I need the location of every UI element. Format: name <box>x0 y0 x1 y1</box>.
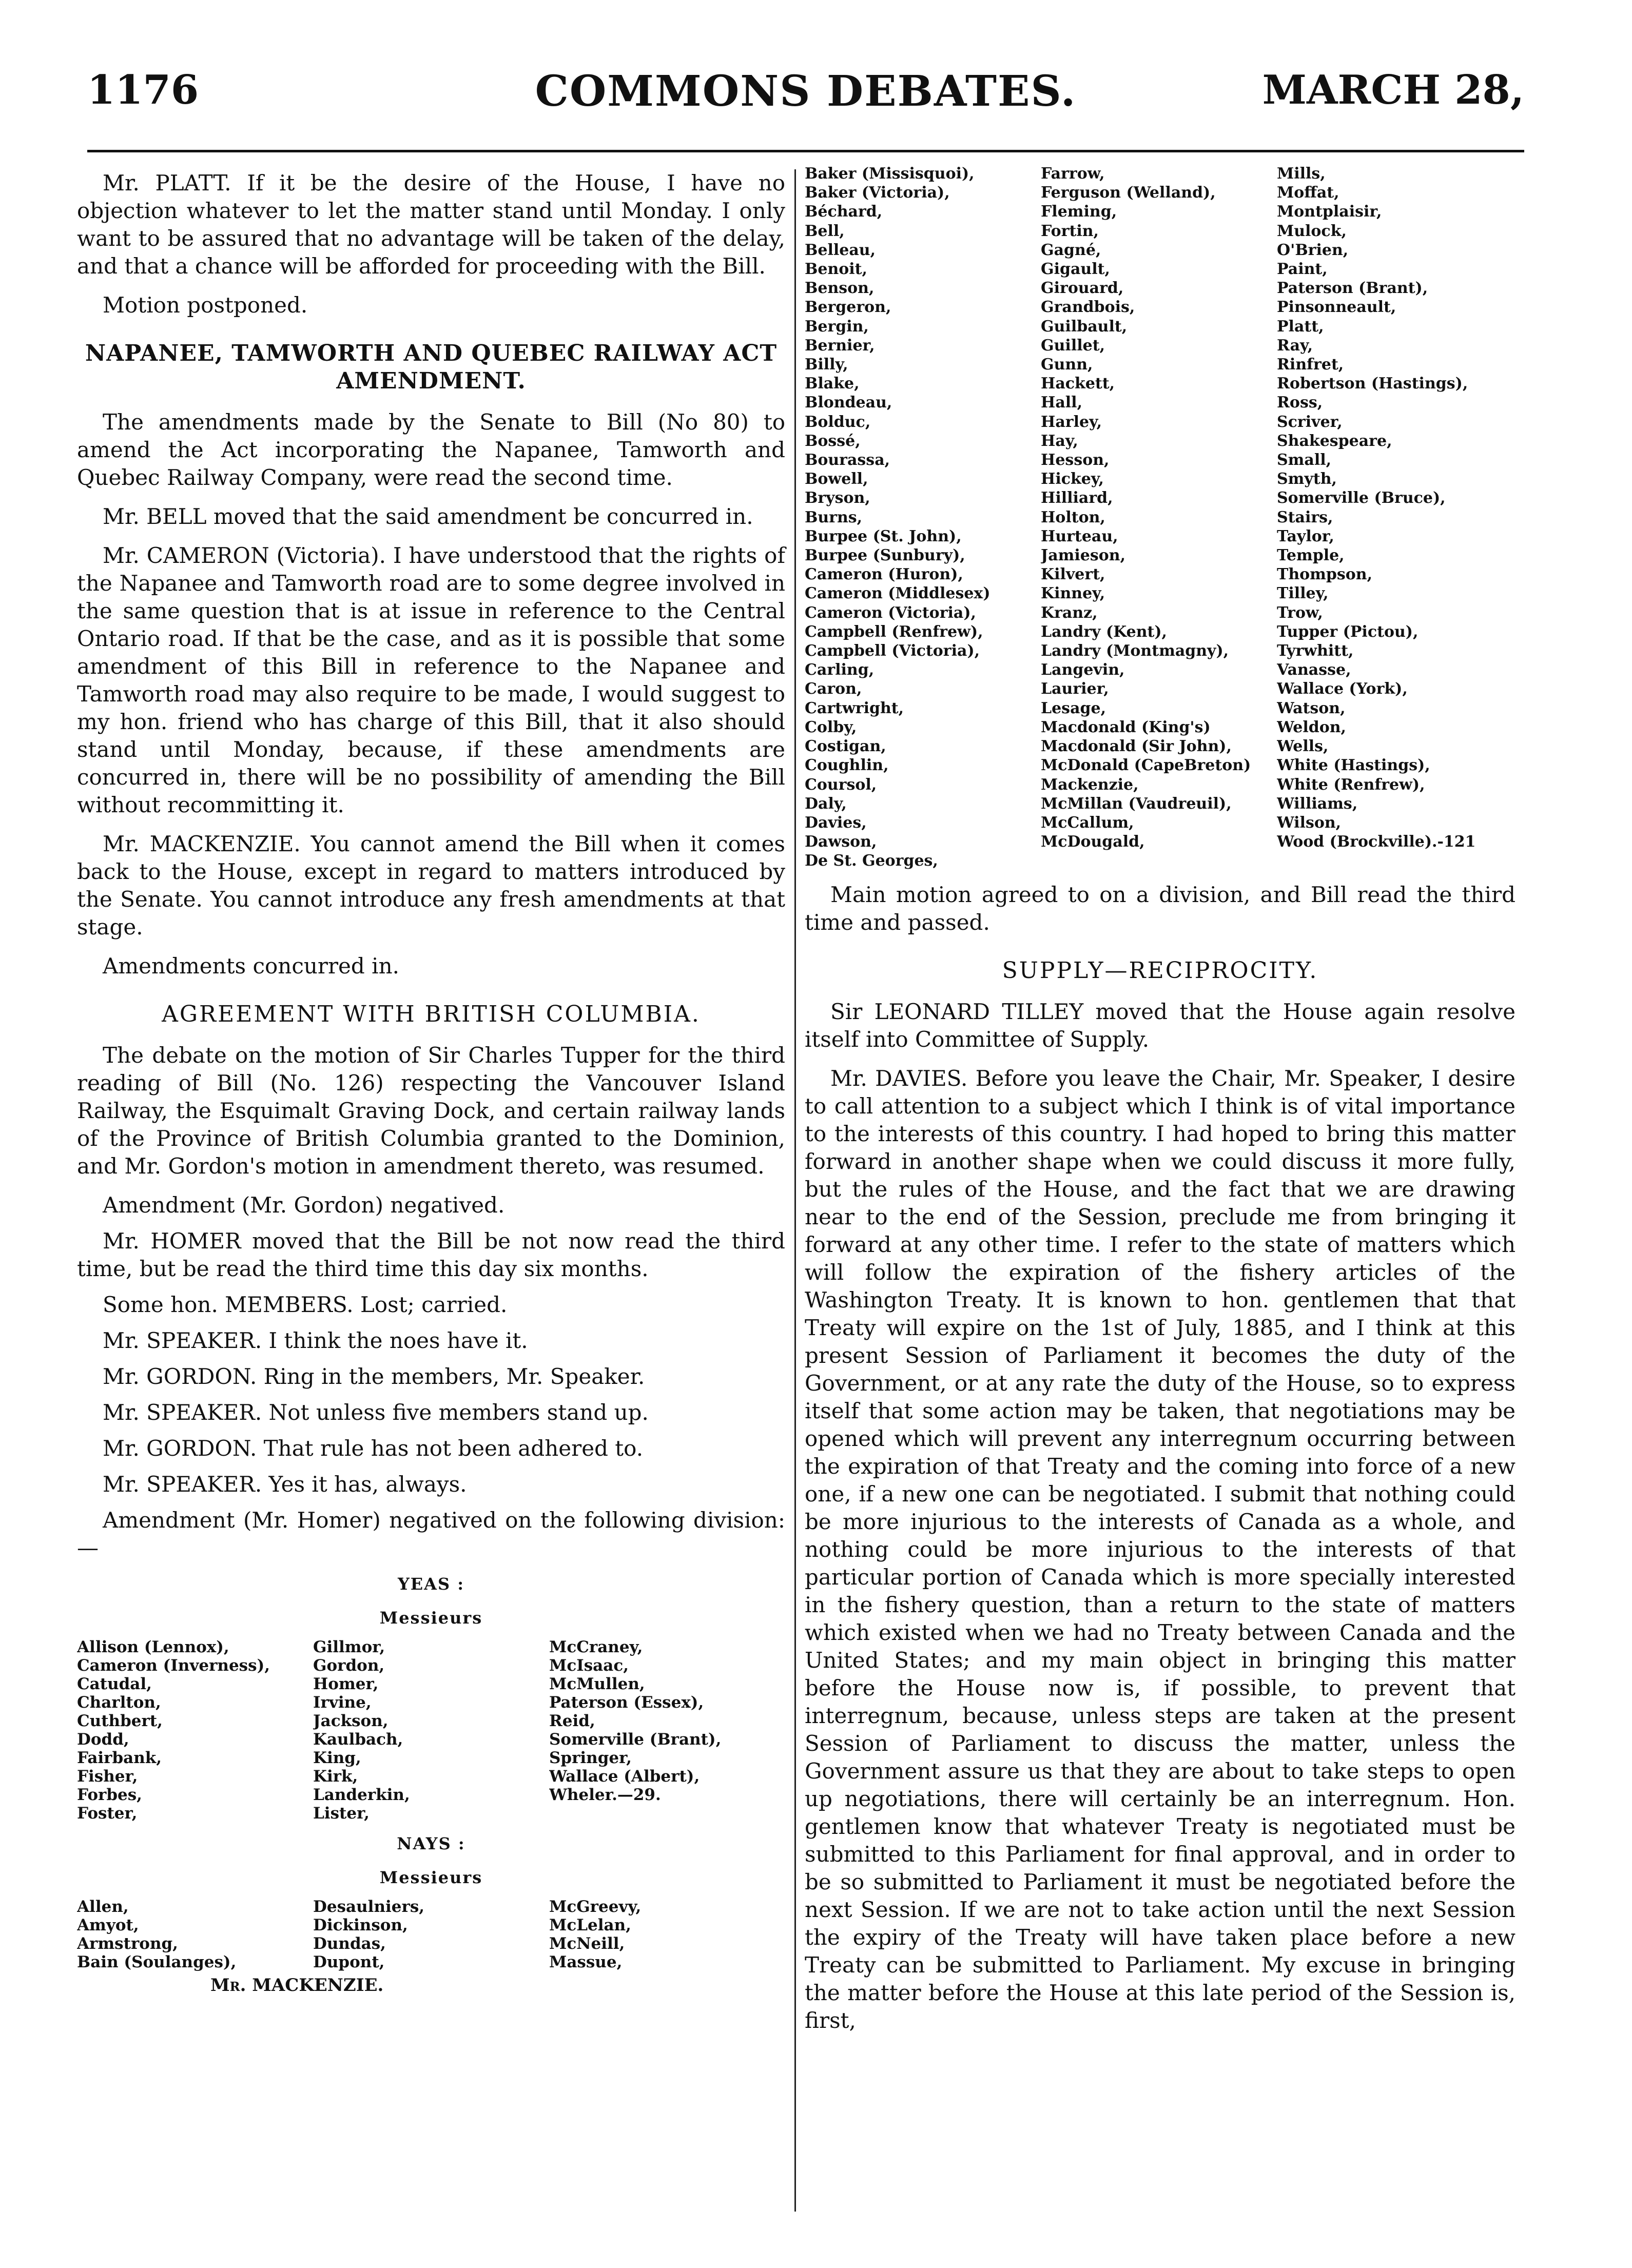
nay-member-name: White (Hastings), <box>1277 756 1430 775</box>
nay-member-name: McLelan, <box>549 1916 631 1934</box>
nay-member-name: Burpee (Sunbury), <box>805 546 965 565</box>
main-motion-paragraph: Main motion agreed to on a division, and Bill read the third time and passed. <box>805 882 1516 935</box>
nay-member-name: McDougald, <box>1041 833 1145 851</box>
nay-member-name: Cameron (Victoria), <box>805 603 976 622</box>
nay-member-name: Carling, <box>805 661 875 679</box>
yea-member-name: Springer, <box>549 1749 632 1767</box>
gordon-amendment-negatived: Amendment (Mr. Gordon) negatived. <box>103 1192 505 1218</box>
yea-member-name: Forbes, <box>77 1786 142 1804</box>
nay-member-name: Bowell, <box>805 470 868 488</box>
yea-member-name: Homer, <box>313 1675 379 1693</box>
nay-member-name: Blondeau, <box>805 394 892 412</box>
nay-member-name: Paterson (Brant), <box>1277 279 1428 298</box>
nay-member-name: Bolduc, <box>805 413 871 431</box>
yea-member-name: Kaulbach, <box>313 1730 403 1749</box>
nay-member-name: Lesage, <box>1041 699 1106 717</box>
nay-member-name: Paint, <box>1277 260 1328 279</box>
nay-member-name: Ray, <box>1277 336 1313 355</box>
nay-member-name: Scriver, <box>1277 413 1343 431</box>
yea-member-name: Foster, <box>77 1804 138 1823</box>
mackenzie-paragraph: Mr. MACKENZIE. You cannot amend the Bill when it comes back to the House, except in regard to matters introduced by the Senate. You cannot introduce any fresh amendments at that stage. <box>77 831 785 940</box>
yea-member-name: Cameron (Inverness), <box>77 1656 270 1675</box>
yea-member-name: Irvine, <box>313 1693 372 1712</box>
nay-member-name: Jamieson, <box>1041 546 1126 565</box>
nay-member-name: Girouard, <box>1041 279 1124 298</box>
nay-member-name: Pinsonneault, <box>1277 298 1396 317</box>
nay-member-name: Thompson, <box>1277 565 1373 584</box>
debate-paragraph: The debate on the motion of Sir Charles Tupper for the third reading of Bill (No. 126) respecting the Vancouver Island Railway, the Esquimalt Graving Dock, and certain railway lands of the Province of British Columbia granted to the Dominion, and Mr. Gordon's motion in amendment thereto, was resumed. <box>77 1043 785 1179</box>
nay-member-name: Robertson (Hastings), <box>1277 375 1468 393</box>
nay-member-name: Béchard, <box>805 203 883 221</box>
tilley-paragraph: Sir LEONARD TILLEY moved that the House again resolve itself into Committee of Supply. <box>805 999 1516 1052</box>
messieurs-label-nays: Messieurs <box>379 1868 483 1887</box>
header-rule <box>87 150 1524 152</box>
division-intro: Amendment (Mr. Homer) negatived on the following division:— <box>77 1508 785 1560</box>
yea-member-name: Allison (Lennox), <box>77 1638 229 1656</box>
nay-member-name: Williams, <box>1277 794 1358 813</box>
yea-member-name: McIsaac, <box>549 1656 629 1675</box>
amendments-concurred: Amendments concurred in. <box>103 953 399 979</box>
nay-member-name: Laurier, <box>1041 680 1109 698</box>
nay-member-name: Kinney, <box>1041 584 1105 603</box>
nay-member-name: Langevin, <box>1041 661 1125 679</box>
nay-member-name: Taylor, <box>1277 527 1334 545</box>
nay-member-name: McCallum, <box>1041 813 1134 832</box>
yea-member-name: Reid, <box>549 1712 595 1730</box>
nay-member-name: McDonald (CapeBreton) <box>1041 756 1251 775</box>
page-header <box>87 67 1524 149</box>
gordon-exchange-1: Mr. GORDON. Ring in the members, Mr. Speaker. <box>103 1364 645 1389</box>
nay-member-name: Harley, <box>1041 413 1102 431</box>
nay-member-name: Guilbault, <box>1041 317 1128 336</box>
nay-member-name: O'Brien, <box>1277 241 1349 259</box>
yea-member-name: Fisher, <box>77 1767 138 1786</box>
nay-member-name: Ferguson (Welland), <box>1041 184 1216 202</box>
yea-member-name: Landerkin, <box>313 1786 410 1804</box>
nay-member-name: Macdonald (Sir John), <box>1041 737 1232 756</box>
nay-member-name: Smyth, <box>1277 470 1337 488</box>
nay-member-name: Blake, <box>805 375 860 393</box>
yea-member-name: King, <box>313 1749 361 1767</box>
nay-member-name: Dickinson, <box>313 1916 408 1934</box>
nay-member-name: Wells, <box>1277 737 1329 756</box>
nay-member-name: Tyrwhitt, <box>1277 642 1354 660</box>
nay-member-name: Somerville (Bruce), <box>1277 489 1446 507</box>
yea-member-name: Catudal, <box>77 1675 152 1693</box>
nay-member-name: Burns, <box>805 508 863 526</box>
davies-paragraph: Mr. DAVIES. Before you leave the Chair, Mr. Speaker, I desire to call attention to a subject which I think is of vital importance to the interests of this country. I had hoped to bring this matter forward in another shape when we could discuss it more fully, but the rules of the House, and the fact that we are drawing near to the end of the Session, preclude me from bringing it forward at any other time. I refer to the state of matters which will follow the expiration of the fishery articles of the Washington Treaty. It is known to hon. gentlemen that that Treaty will expire on the 1st of July, 1885, and I think at this present Session of Parliament it becomes the duty of the Government, or at any rate the duty of the House, so to express itself that some action may be taken, that negotiations may be opened which will prevent any interregnum occurring between the expiration of that Treaty and the coming into force of a new one, if a new one can be negotiated. I submit that nothing could be more injurious to the interests of Canada as a whole, and nothing could be more injurious to the interests of that particular portion of Canada which is more specially interested in the fishery question, than a return to the state of matters which existed when we had no Treaty between Canada and the United States; and my main object in bringing this matter before the House now is, if possible, to prevent that interregnum, because, unless steps are taken at the present Session of Parliament to discuss the matter, unless the Government assure us that they are about to take steps to open up negotiations, there will certainly be an interregnum. Hon. gentlemen know that whatever Treaty is negotiated must be submitted to this Parliament for final approval, and in order to be so submitted to Parliament it must be negotiated before the next Session. If we are not to take action until the next Session the expiry of the Treaty will have taken place before a new Treaty can be submitted to Parliament. My excuse in bringing the matter before the House at this late period of the Session is, first, <box>805 1065 1516 2033</box>
nay-member-name: Fleming, <box>1041 203 1117 221</box>
nay-member-name: Vanasse, <box>1277 661 1351 679</box>
nay-member-name: Hilliard, <box>1041 489 1113 507</box>
speaker-exchange-2: Mr. SPEAKER. Not unless five members stand up. <box>103 1400 649 1425</box>
nay-member-name: Burpee (St. John), <box>805 527 962 545</box>
members-exchange: Some hon. MEMBERS. Lost; carried. <box>103 1292 508 1317</box>
nay-member-name: Daly, <box>805 794 847 813</box>
nay-member-name: Hurteau, <box>1041 527 1118 545</box>
nay-member-name: Coughlin, <box>805 756 889 775</box>
section-heading-napanee: NAPANEE, TAMWORTH AND QUEBEC RAILWAY ACT AMENDMENT. <box>85 340 778 394</box>
yea-member-name: Paterson (Essex), <box>549 1693 704 1712</box>
yea-member-name: Gordon, <box>313 1656 385 1675</box>
yea-member-name: Wheler.—29. <box>549 1786 661 1804</box>
speaker-exchange-1: Mr. SPEAKER. I think the noes have it. <box>103 1328 528 1353</box>
yea-member-name: Gillmor, <box>313 1638 385 1656</box>
nay-member-name: Baker (Victoria), <box>805 184 950 202</box>
nay-member-name: Rinfret, <box>1277 356 1344 374</box>
nay-member-name: Wilson, <box>1277 813 1342 832</box>
nay-member-name: Platt, <box>1277 317 1324 336</box>
nay-member-name: Davies, <box>805 813 867 832</box>
nay-member-name: Hackett, <box>1041 375 1115 393</box>
nay-member-name: Montplaisir, <box>1277 203 1382 221</box>
nay-member-name: Dupont, <box>313 1953 385 1971</box>
right-column <box>805 164 1516 2046</box>
nay-member-name: Tilley, <box>1277 584 1329 603</box>
amendments-paragraph: The amendments made by the Senate to Bill (No 80) to amend the Act incorporating the Napanee, Tamworth and Quebec Railway Company, were read the second time. <box>77 409 785 490</box>
nay-member-name: McMillan (Vaudreuil), <box>1041 794 1232 813</box>
nay-member-name: Small, <box>1277 451 1332 470</box>
nay-member-name: Guillet, <box>1041 336 1105 355</box>
nay-member-name: Landry (Kent), <box>1041 622 1168 641</box>
nay-member-name: Hesson, <box>1041 451 1110 470</box>
speaker-exchange-3: Mr. SPEAKER. Yes it has, always. <box>103 1472 467 1497</box>
yea-member-name: Jackson, <box>313 1712 388 1730</box>
nay-member-name: Belleau, <box>805 241 876 259</box>
nay-member-name: De St. Georges, <box>805 852 938 870</box>
nay-member-name: Campbell (Renfrew), <box>805 622 983 641</box>
nay-member-name: Macdonald (King's) <box>1041 718 1211 736</box>
motion-postponed: Motion postponed. <box>103 292 308 318</box>
nay-member-name: Cameron (Middlesex) <box>805 584 990 603</box>
nay-member-name: McNeill, <box>549 1934 625 1953</box>
yea-member-name: Cuthbert, <box>77 1712 163 1730</box>
nays-continued-list <box>805 164 1516 871</box>
nay-member-name: Kilvert, <box>1041 565 1105 584</box>
nay-member-name: Billy, <box>805 356 848 374</box>
nay-member-name: Gunn, <box>1041 356 1093 374</box>
nay-member-name: Temple, <box>1277 546 1345 565</box>
nays-label: NAYS : <box>397 1834 465 1853</box>
nay-member-name: Bryson, <box>805 489 870 507</box>
yea-member-name: McCraney, <box>549 1638 643 1656</box>
nay-member-name: Bergeron, <box>805 298 891 317</box>
nay-member-name: Hay, <box>1041 432 1078 450</box>
publication-title: COMMONS DEBATES. <box>535 67 1077 116</box>
nay-member-name: Campbell (Victoria), <box>805 642 980 660</box>
nay-member-name: Stairs, <box>1277 508 1333 526</box>
nay-member-name: Weldon, <box>1277 718 1346 736</box>
nay-member-name: Kranz, <box>1041 603 1098 622</box>
nay-member-name: Dundas, <box>313 1934 386 1953</box>
nay-member-name: Mackenzie, <box>1041 775 1139 794</box>
nay-member-name: Gagné, <box>1041 241 1101 259</box>
nay-member-name: Wallace (York), <box>1277 680 1408 698</box>
nay-member-name: Bossé, <box>805 432 861 450</box>
nay-member-name: Bain (Soulanges), <box>77 1953 237 1971</box>
nay-member-name: Watson, <box>1277 699 1346 717</box>
section-heading-supply: SUPPLY—RECIPROCITY. <box>1002 957 1318 984</box>
yea-member-name: Lister, <box>313 1804 370 1823</box>
cameron-paragraph: Mr. CAMERON (Victoria). I have understood that the rights of the Napanee and Tamworth road are to some degree involved in the same question that is at issue in reference to the Central Ontario road. If that be the case, and as it is possible that some amendment of this Bill in reference to the Napanee and Tamworth road may also require to be made, I would suggest to my hon. friend who has charge of this Bill, that it also should stand until Monday, because, if these amendments are concurred in, there will be no possibility of amending the Bill without recommitting it. <box>77 543 785 817</box>
nay-member-name: Fortin, <box>1041 222 1099 240</box>
nay-member-name: Trow, <box>1277 603 1323 622</box>
nay-member-name: Mulock, <box>1277 222 1347 240</box>
nay-member-name: Amyot, <box>77 1916 139 1934</box>
bell-paragraph: Mr. BELL moved that the said amendment be concurred in. <box>103 504 753 529</box>
nay-member-name: Moffat, <box>1277 184 1339 202</box>
nay-member-name: Cameron (Huron), <box>805 565 963 584</box>
nay-member-name: Dawson, <box>805 833 877 851</box>
page-number: 1176 <box>87 67 199 113</box>
section-heading-british-columbia: AGREEMENT WITH BRITISH COLUMBIA. <box>162 1001 701 1027</box>
yea-member-name <box>549 1804 785 1823</box>
yea-member-name: Charlton, <box>77 1693 161 1712</box>
nay-member-name: Farrow, <box>1041 165 1105 183</box>
nay-member-name <box>1277 851 1516 870</box>
gordon-exchange-2: Mr. GORDON. That rule has not been adhered to. <box>103 1436 644 1461</box>
nay-member-name: Armstrong, <box>77 1934 178 1953</box>
yea-member-name: Somerville (Brant), <box>549 1730 722 1749</box>
nay-member-name: Tupper (Pictou), <box>1277 622 1419 641</box>
nay-member-name: Cartwright, <box>805 699 904 717</box>
nay-member-name: Bergin, <box>805 317 869 336</box>
nay-member-name: Costigan, <box>805 737 886 756</box>
nay-member-name: Massue, <box>549 1953 623 1971</box>
yea-member-name: Kirk, <box>313 1767 358 1786</box>
nay-member-name: Wood (Brockville).-121 <box>1277 833 1476 851</box>
nay-member-name: Benoit, <box>805 260 867 279</box>
nay-member-name: Bourassa, <box>805 451 890 470</box>
platt-paragraph: Mr. PLATT. If it be the desire of the House, I have no objection whatever to let the matter stand until Monday. I only want to be assured that no advantage will be taken of the delay, and that a chance will be afforded for proceeding with the Bill. <box>77 170 785 279</box>
yea-member-name: Fairbank, <box>77 1749 162 1767</box>
yea-member-name: Dodd, <box>77 1730 129 1749</box>
nay-member-name: Shakespeare, <box>1277 432 1392 450</box>
yeas-list <box>77 1638 785 1823</box>
nay-member-name: Grandbois, <box>1041 298 1135 317</box>
page-date: MARCH 28, <box>1262 67 1524 113</box>
nay-member-name: Bernier, <box>805 336 875 355</box>
yeas-label: YEAS : <box>397 1574 465 1594</box>
messieurs-label-yeas: Messieurs <box>379 1608 483 1628</box>
left-column <box>77 169 785 1999</box>
nay-member-name: Ross, <box>1277 394 1323 412</box>
nay-member-name: Mills, <box>1277 165 1326 183</box>
nay-member-name: Desaulniers, <box>313 1898 425 1916</box>
nay-member-name: Hall, <box>1041 394 1083 412</box>
nay-member-name: Hickey, <box>1041 470 1104 488</box>
nay-member-name: Caron, <box>805 680 862 698</box>
nay-member-name: Allen, <box>77 1898 129 1916</box>
nay-member-name: Gigault, <box>1041 260 1110 279</box>
nay-member-name: Coursol, <box>805 775 877 794</box>
nay-member-name <box>1041 851 1277 870</box>
nay-member-name: Colby, <box>805 718 857 736</box>
nay-member-name: Bell, <box>805 222 845 240</box>
nay-member-name: Benson, <box>805 279 875 298</box>
homer-paragraph: Mr. HOMER moved that the Bill be not now read the third time, but be read the third time this day six months. <box>77 1228 785 1281</box>
column-divider <box>794 169 796 2212</box>
nay-member-name: White (Renfrew), <box>1277 775 1425 794</box>
nay-member-name: Landry (Montmagny), <box>1041 642 1229 660</box>
nay-member-name: McGreevy, <box>549 1898 642 1916</box>
yea-member-name: McMullen, <box>549 1675 645 1693</box>
nay-member-name: Baker (Missisquoi), <box>805 165 975 183</box>
nays-list <box>77 1898 785 1971</box>
nay-member-name: Holton, <box>1041 508 1105 526</box>
yea-member-name: Wallace (Albert), <box>549 1767 700 1786</box>
signature-mackenzie: Mr. MACKENZIE. <box>210 1975 384 1996</box>
